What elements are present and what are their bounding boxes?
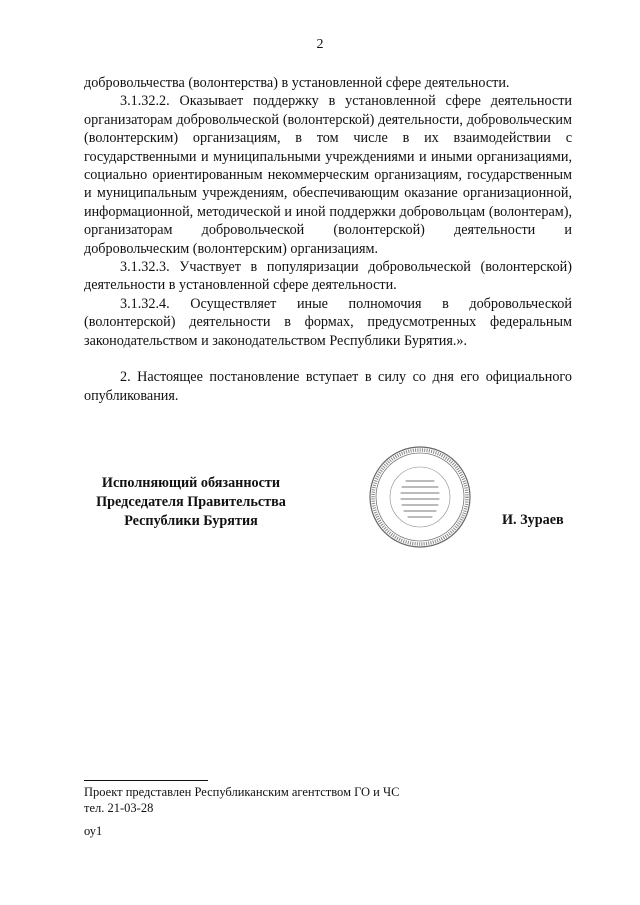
official-seal <box>368 445 472 549</box>
signer-name: И. Зураев <box>502 512 564 528</box>
signer-title-line: Председателя Правительства <box>96 494 286 510</box>
footnote-divider <box>84 780 208 781</box>
paragraph-continuation: добровольчества (волонтерства) в установленной сфере деятельности. <box>84 75 510 91</box>
signer-title-line: Республики Бурятия <box>124 513 258 529</box>
footnote-line: Проект представлен Республиканским агентством ГО и ЧС <box>84 785 400 799</box>
footnote <box>84 784 399 816</box>
signer-title <box>84 474 298 531</box>
paragraph-3-1-32-4: 3.1.32.4. Осуществляет иные полномочия в добровольческой (волонтерской) деятельности в формах, предусмотренных федеральным законодательством и законодательством Республики Бурятия.». <box>84 295 572 349</box>
document-body <box>84 74 572 405</box>
footnote-line: тел. 21-03-28 <box>84 801 154 815</box>
paragraph-3-1-32-3: 3.1.32.3. Участвует в популяризации добровольческой (волонтерской) деятельности в установленной сфере деятельности. <box>84 259 572 294</box>
page-number: 2 <box>316 37 324 52</box>
document-code: оу1 <box>84 824 103 838</box>
paragraph-effective-date: 2. Настоящее постановление вступает в силу со дня его официального опубликования. <box>84 369 572 404</box>
signer-title-line: Исполняющий обязанности <box>101 475 281 491</box>
paragraph-3-1-32-2: 3.1.32.2. Оказывает поддержку в установленной сфере деятельности организаторам добровольческой (волонтерской) деятельности, добровольческим (волонтерским) организациям, в том числе в их взаимодействии с государственными и муниципальными учреждениями и иными организациями, социально ориентированным некоммерческим организациям, государственным и муниципальным учреждениям, обеспечивающим оказание организационной, информационной, методической и иной поддержки добровольцам (волонтерам), организаторам добровольческой (волонтерской) деятельности и добровольческим (волонтерским) организациям. <box>84 93 572 257</box>
